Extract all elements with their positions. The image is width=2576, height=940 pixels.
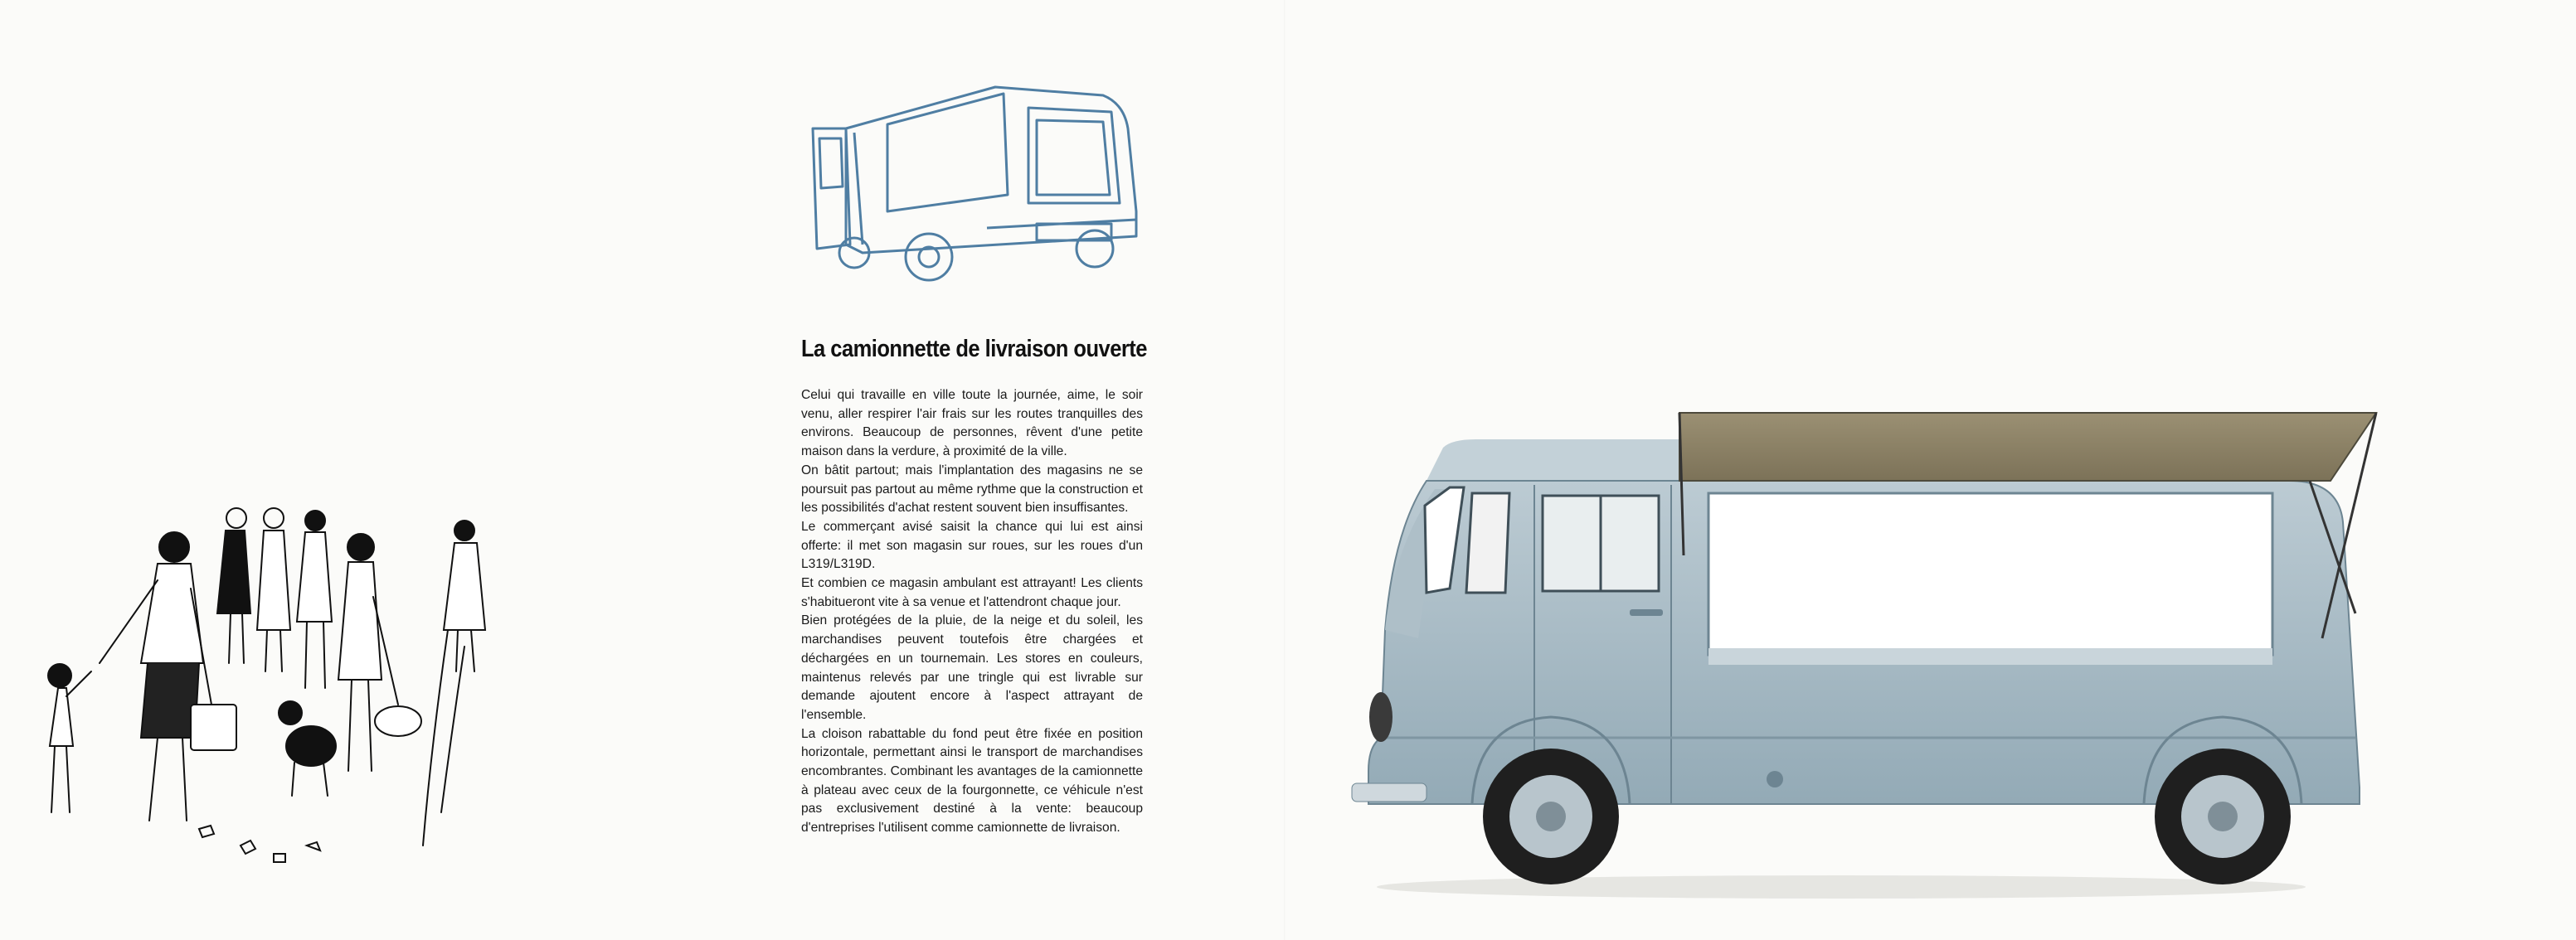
article-body	[801, 386, 1143, 838]
paragraph: Bien protégées de la pluie, de la neige et du soleil, les marchandises peuvent toutefois être chargées et déchargées en un tournemain. Les stores en couleurs, maintenus relevés par une tringle qui est livrable sur demande ajoutent encore à l'aspect attrayant de l'ensemble.	[801, 613, 1143, 722]
delivery-van-illustration	[1302, 390, 2380, 904]
paragraph: On bâtit partout; mais l'implantation des magasins ne se poursuit pas partout au même rythme que la construction et les possibilités d'achat restent souvent bien insuffisantes.	[801, 463, 1143, 516]
paragraph: Celui qui travaille en ville toute la journée, aime, le soir venu, aller respirer l'air frais sur les routes tranquilles des environs. Beaucoup de personnes, rêvent d'une petite maison dans la verdure, à proximité de la ville.	[801, 388, 1143, 459]
paragraph: Et combien ce magasin ambulant est attrayant! Les clients s'habitueront vite à sa venue et l'attendront chaque jour.	[801, 576, 1143, 609]
paragraph: La cloison rabattable du fond peut être fixée en position horizontale, permettant ainsi le transport de marchandises encombrantes. Combinant les avantages de la camionnette à plateau avec ceux de la fourgonnette, ce véhicule n'est pas exclusivement destiné à la vente: beaucoup d'entreprises l'utilisent comme camionnette de livraison.	[801, 726, 1143, 836]
van-line-drawing	[788, 79, 1153, 286]
section-heading: La camionnette de livraison ouverte	[801, 336, 1147, 362]
page-fold	[1284, 0, 1286, 940]
paragraph: Le commerçant avisé saisit la chance qui lui est ainsi offerte: il met son magasin sur roues, sur les roues d'un L319/L319D.	[801, 519, 1143, 572]
people-sketch-illustration	[33, 497, 514, 879]
